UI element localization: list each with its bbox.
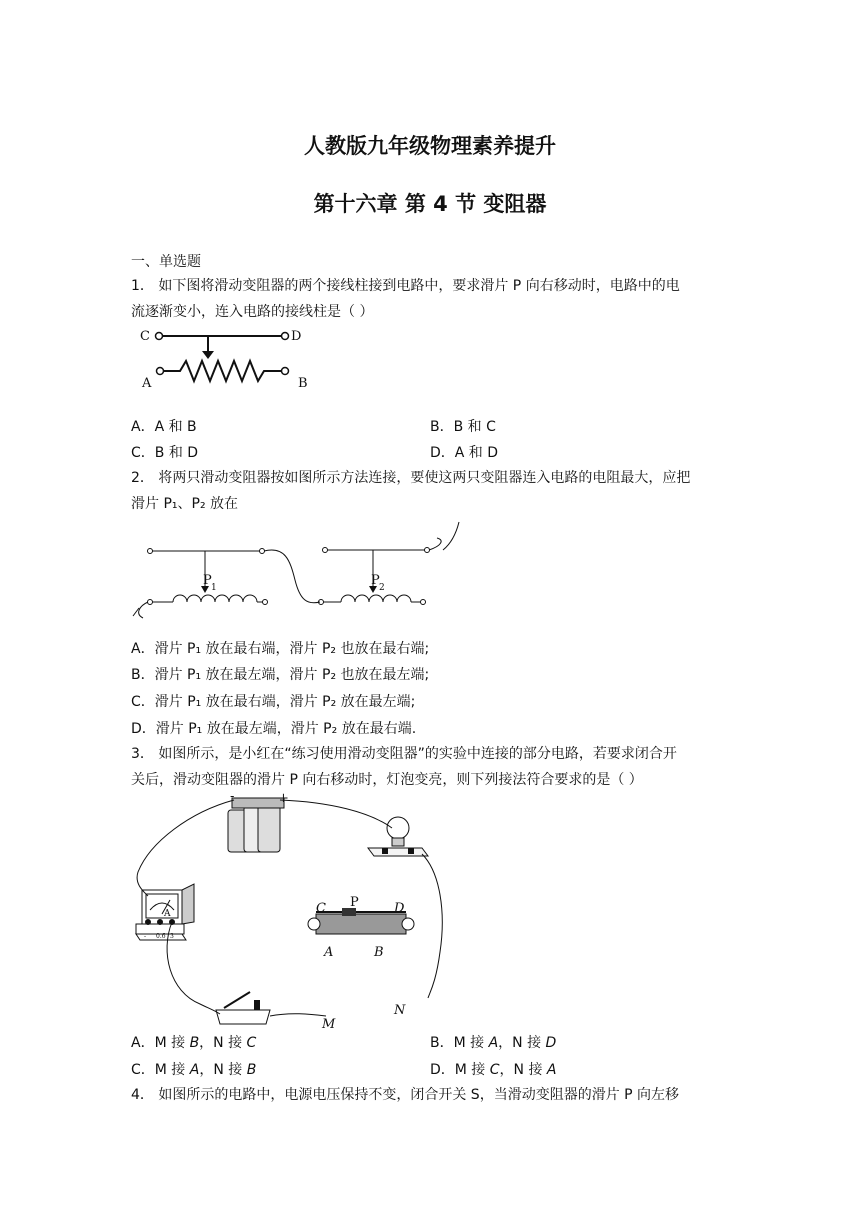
- q3-option-d: D．M 接 C，N 接 A: [430, 1062, 557, 1078]
- q2-label-p1: P: [203, 573, 212, 588]
- q1-label-B: B: [298, 376, 308, 391]
- q2-option-a: A．滑片 P₁ 放在最右端，滑片 P₂ 也放在最右端;: [131, 641, 430, 657]
- ammeter-label: A: [164, 909, 171, 919]
- ammeter-term2: 0.6: [156, 933, 166, 940]
- q1-label-C: C: [140, 329, 150, 344]
- q1-label-D: D: [291, 329, 302, 344]
- switch-icon: [216, 992, 270, 1024]
- rheostat-label-B: B: [374, 945, 384, 960]
- q3-text-line2: 关后，滑动变阻器的滑片 P 向右移动时，灯泡变亮，则下列接法符合要求的是（ ）: [131, 772, 643, 788]
- q2-label-p2-sub: 2: [379, 583, 385, 593]
- q3-text-line1: 3． 如图所示，是小红在“练习使用滑动变阻器”的实验中连接的部分电路，若要求闭合开: [131, 746, 677, 762]
- q2-text-line1: 2． 将两只滑动变阻器按如图所示方法连接，要使这两只变阻器连入电路的电阻最大，应把: [131, 470, 691, 486]
- q1-rheostat-figure: [138, 325, 318, 395]
- q2-label-p2: P: [371, 573, 380, 588]
- q2-text-line2: 滑片 P₁、P₂ 放在: [131, 496, 239, 512]
- q1-option-b: B．B 和 C: [430, 419, 496, 435]
- q1-text-line1: 1． 如下图将滑动变阻器的两个接线柱接到电路中，要求滑片 P 向右移动时，电路中的电: [131, 278, 680, 294]
- q1-label-A: A: [142, 376, 152, 391]
- battery-minus: -: [230, 789, 235, 804]
- q1-option-d: D．A 和 D: [430, 445, 499, 461]
- section-heading: 一、单选题: [131, 254, 201, 270]
- q1-text-line2: 流逐渐变小，连入电路的接线柱是（ ）: [131, 304, 374, 320]
- rheostat-label-D: D: [394, 901, 405, 916]
- q4-text-line1: 4． 如图所示的电路中，电源电压保持不变，闭合开关 S，当滑动变阻器的滑片 P 向左移: [131, 1087, 680, 1103]
- document-subtitle: 第十六章 第 4 节 变阻器: [313, 192, 547, 216]
- ammeter-term3: 3: [170, 933, 174, 940]
- rheostat-label-P: P: [350, 895, 359, 910]
- q3-option-b: B．M 接 A，N 接 D: [430, 1035, 557, 1051]
- q2-label-p1-sub: 1: [211, 583, 217, 593]
- wire-label-N: N: [394, 1003, 406, 1018]
- q3-option-c: C．M 接 A，N 接 B: [131, 1062, 257, 1078]
- bulb-icon: [368, 817, 428, 856]
- wire-label-M: M: [322, 1017, 336, 1032]
- q2-rheostats-figure: [125, 520, 465, 620]
- q3-circuit-figure: [130, 789, 460, 1032]
- q2-option-c: C．滑片 P₁ 放在最右端，滑片 P₂ 放在最左端;: [131, 694, 416, 710]
- q1-option-a: A．A 和 B: [131, 419, 197, 435]
- rheostat-icon: [308, 895, 414, 960]
- rheostat-label-C: C: [316, 901, 326, 916]
- rheostat-label-A: A: [324, 945, 334, 960]
- q1-option-c: C．B 和 D: [131, 445, 199, 461]
- ammeter-term1: -: [144, 933, 147, 940]
- q2-option-d: D．滑片 P₁ 放在最左端，滑片 P₂ 放在最右端.: [131, 721, 417, 737]
- document-title: 人教版九年级物理素养提升: [304, 134, 556, 158]
- q2-option-b: B．滑片 P₁ 放在最左端，滑片 P₂ 也放在最左端;: [131, 667, 430, 683]
- battery-icon: [228, 789, 289, 852]
- battery-plus: +: [278, 791, 289, 806]
- q3-option-a: A．M 接 B，N 接 C: [131, 1035, 257, 1051]
